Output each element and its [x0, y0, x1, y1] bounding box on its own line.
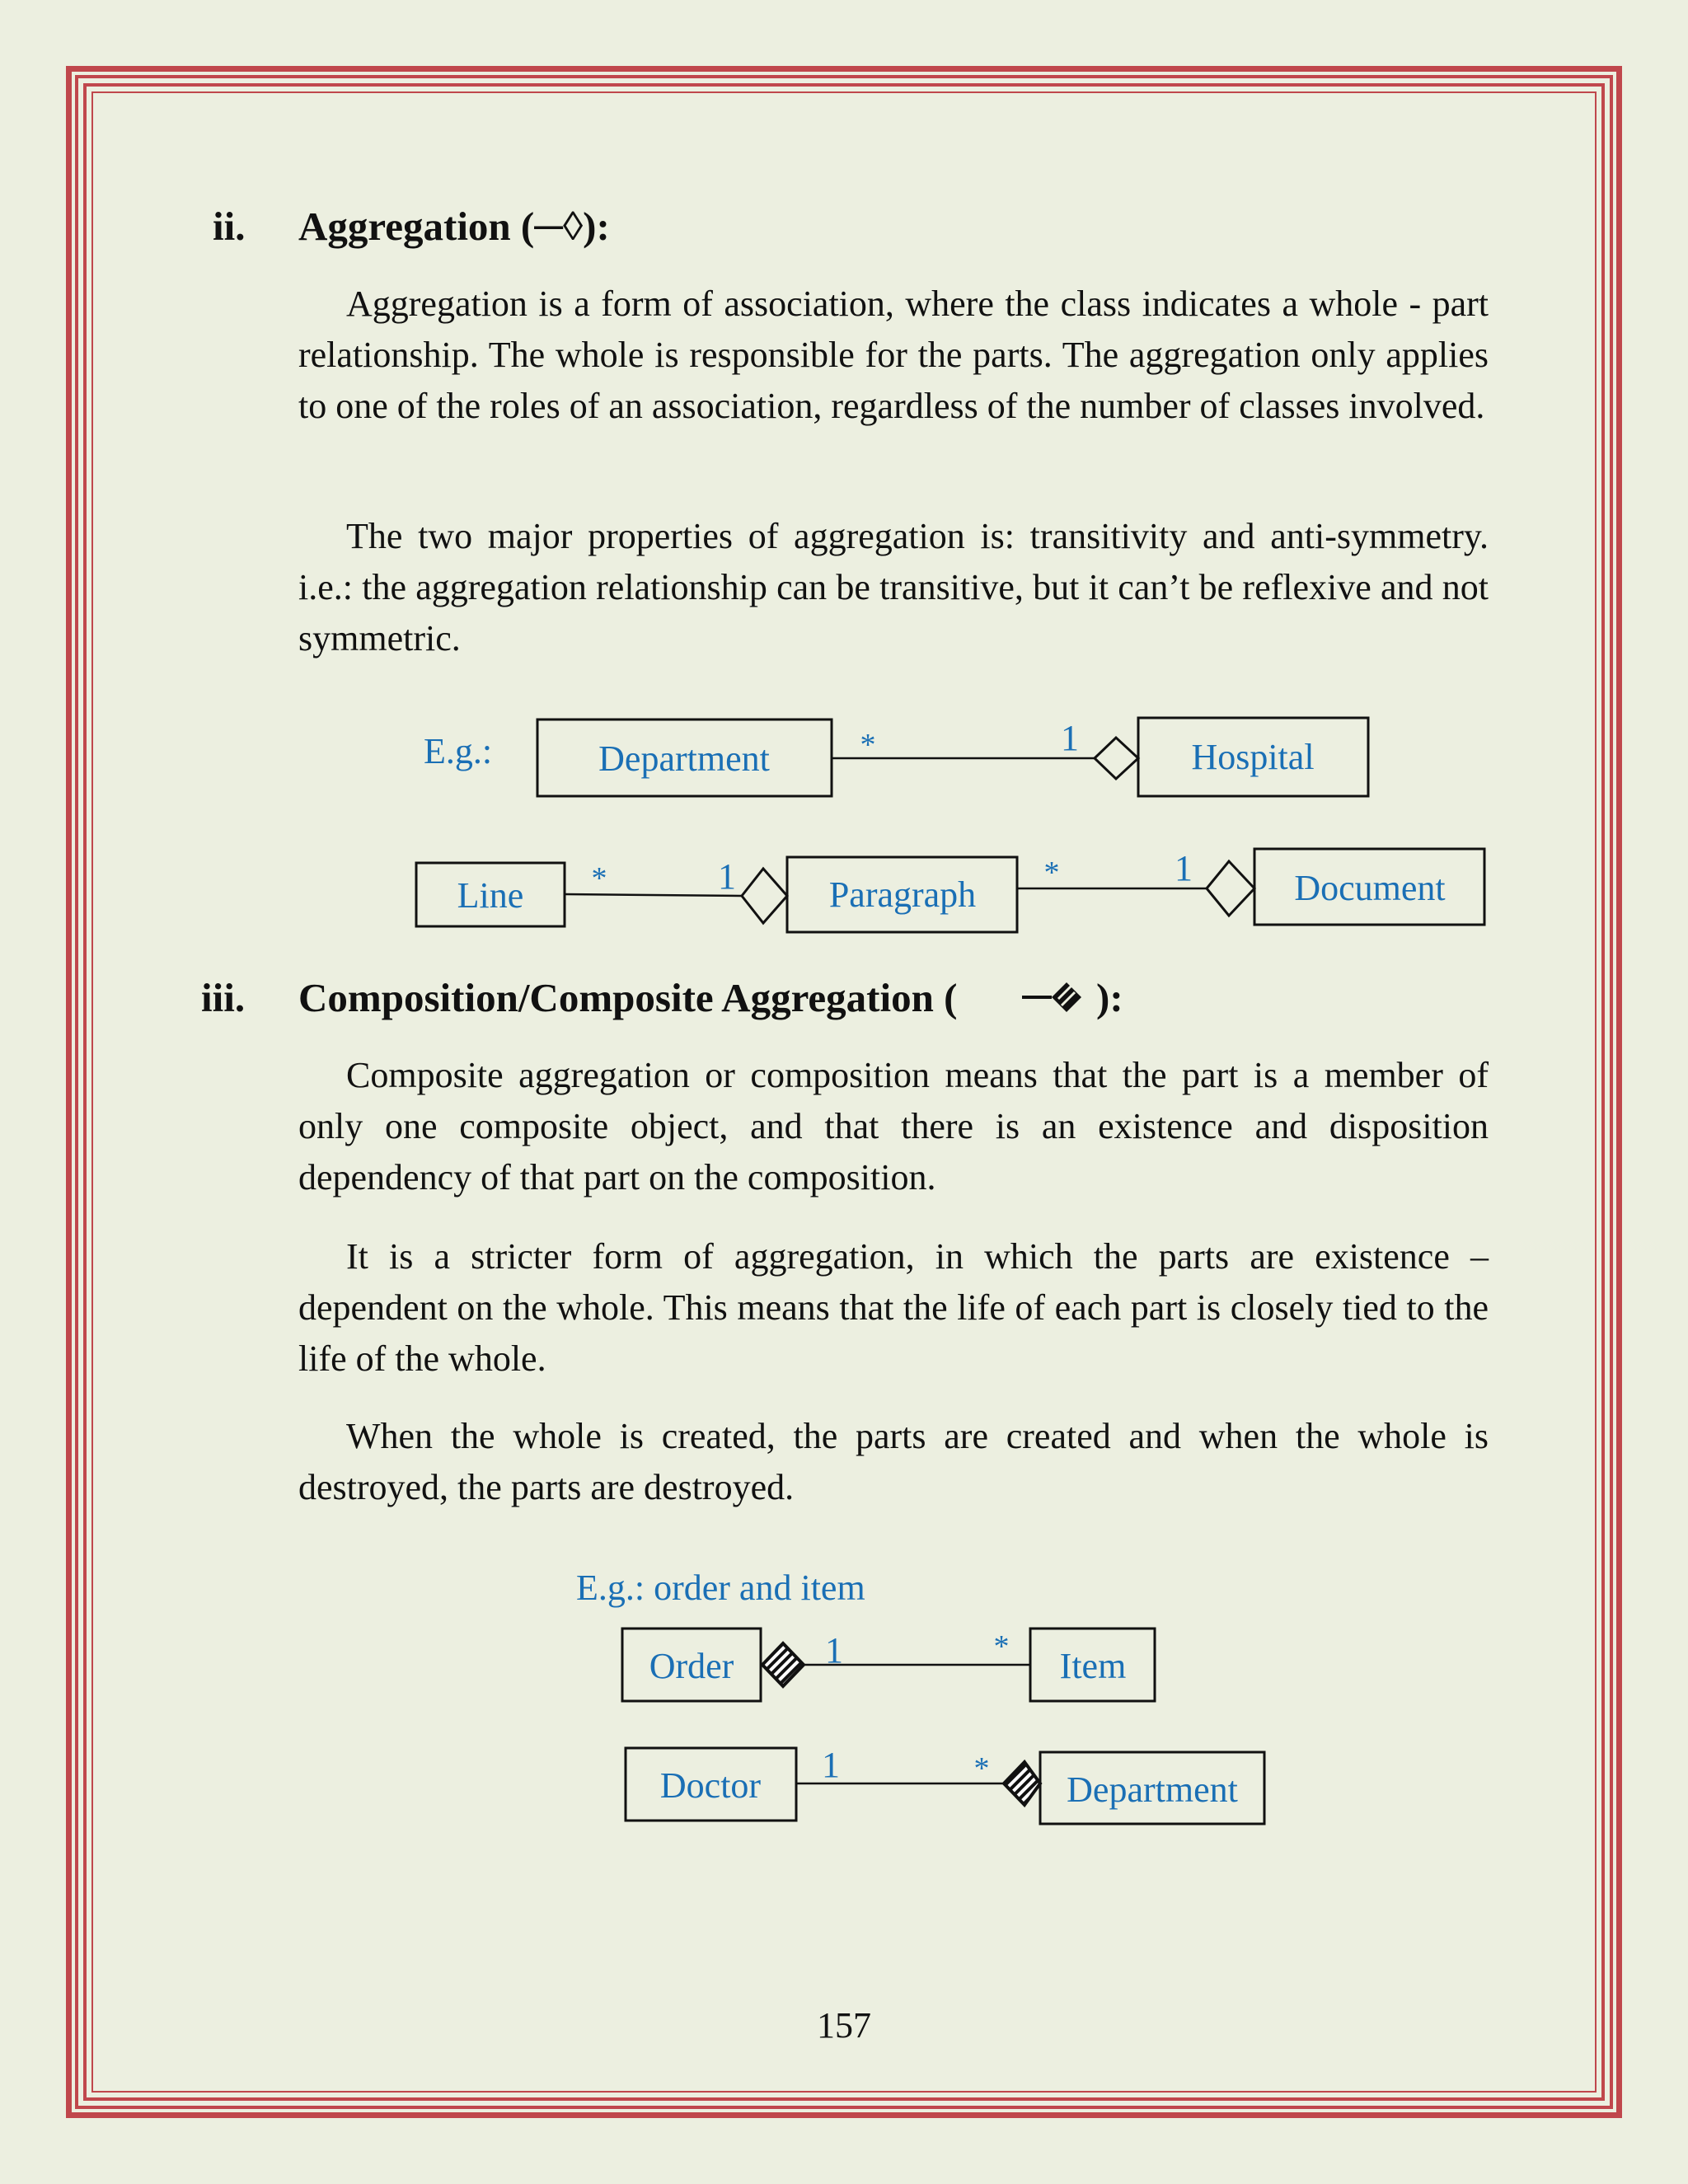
- section-number: ii.: [213, 204, 246, 249]
- multiplicity-label: *: [860, 728, 876, 762]
- paragraph: Aggregation is a form of association, where the class indicates a whole - part relationship. The whole is responsible for the parts. The aggregation only applies to one of the roles of an association, regardless of the number of classes involved.: [298, 284, 1489, 426]
- svg-text:Department: Department: [598, 738, 770, 779]
- svg-text:Paragraph: Paragraph: [828, 874, 977, 915]
- section-number: iii.: [201, 975, 246, 1020]
- multiplicity-label: *: [973, 1751, 990, 1786]
- section-title: Aggregation (─◊):: [298, 204, 610, 249]
- multiplicity-label: 1: [822, 1745, 840, 1785]
- svg-text:Item: Item: [1059, 1646, 1127, 1686]
- class-box-department: [537, 719, 832, 796]
- class-box-document: [1254, 849, 1484, 925]
- example-label: E.g.:: [424, 731, 493, 771]
- class-box-paragraph: [787, 857, 1017, 932]
- class-box-line: [416, 863, 565, 926]
- svg-text:Doctor: Doctor: [659, 1765, 762, 1806]
- class-box-item: [1030, 1629, 1155, 1701]
- paragraph: When the whole is created, the parts are created and when the whole is destroyed, the parts are destroyed.: [298, 1416, 1489, 1507]
- svg-text:Document: Document: [1294, 868, 1446, 908]
- multiplicity-label: 1: [825, 1630, 843, 1671]
- section-title: Composition/Composite Aggregation (: [298, 975, 958, 1020]
- aggregation-diamond-icon: [1207, 861, 1254, 916]
- paragraph: It is a stricter form of aggregation, in which the parts are existence – dependent on the whole. This means that the life of each part is closely tied to the life of the whole.: [298, 1236, 1489, 1379]
- multiplicity-label: *: [1043, 855, 1060, 890]
- paragraph: The two major properties of aggregation is: transitivity and anti-symmetry. i.e.: the aggregation relationship can be transitive, but it can’t be reflexive and not symmetric.: [298, 516, 1489, 658]
- composition-diamond-icon: [762, 1643, 804, 1686]
- class-box-doctor: [626, 1748, 796, 1821]
- composition-diamond-icon: [1004, 1762, 1040, 1805]
- multiplicity-label: 1: [718, 856, 736, 897]
- svg-text:Hospital: Hospital: [1191, 737, 1315, 777]
- svg-text:Line: Line: [457, 875, 524, 916]
- multiplicity-label: *: [993, 1629, 1010, 1664]
- svg-text:Department: Department: [1067, 1769, 1238, 1810]
- aggregation-diamond-icon: [742, 869, 787, 923]
- aggregation-diamond-icon: [1095, 738, 1138, 779]
- multiplicity-label: 1: [1061, 718, 1079, 758]
- multiplicity-label: *: [591, 861, 607, 896]
- class-box-hospital: [1138, 718, 1368, 796]
- example-label: E.g.: order and item: [576, 1568, 865, 1608]
- page-number: 157: [817, 2005, 871, 2046]
- class-box-order: [622, 1629, 761, 1701]
- class-box-department: [1040, 1752, 1264, 1824]
- paragraph: Composite aggregation or composition means that the part is a member of only one composite object, and that there is an existence and disposition dependency of that part on the composition.: [298, 1055, 1489, 1197]
- svg-text:Order: Order: [649, 1646, 734, 1686]
- multiplicity-label: 1: [1175, 848, 1193, 888]
- section-title-end: ):: [1096, 975, 1123, 1020]
